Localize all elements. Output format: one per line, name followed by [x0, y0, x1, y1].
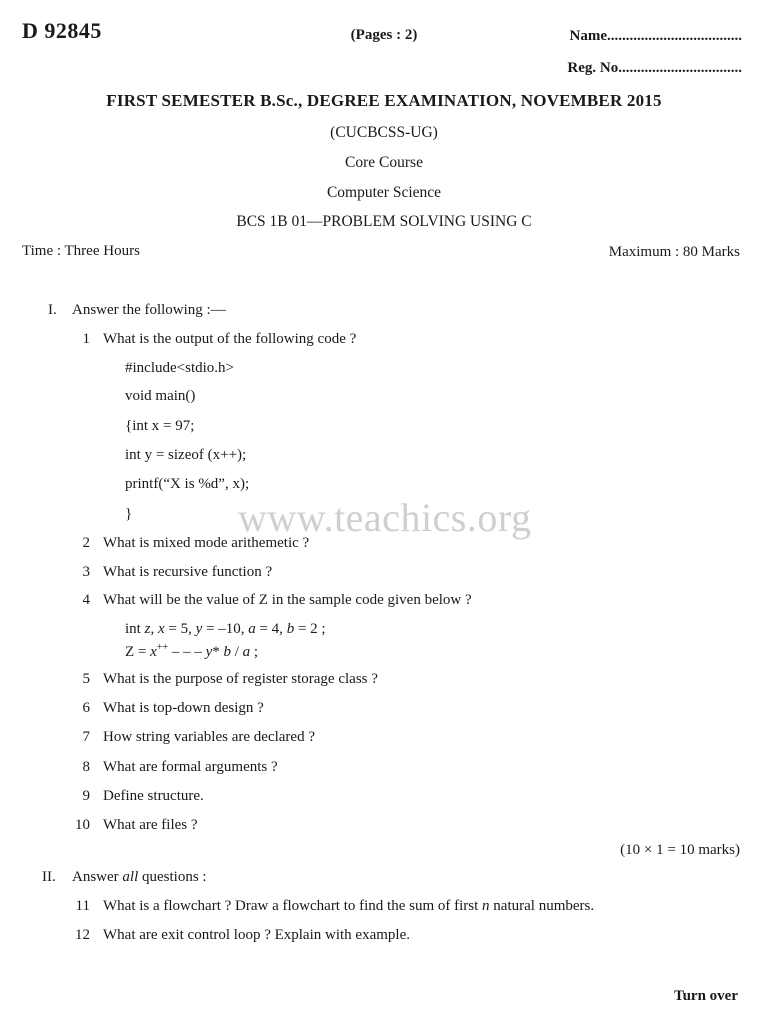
question-7-text: How string variables are declared ?: [103, 729, 315, 745]
maximum-marks: Maximum : 80 Marks: [608, 244, 740, 260]
page-count: (Pages : 2): [350, 27, 418, 43]
code-line: {int x = 97;: [125, 418, 195, 434]
turn-over-label: Turn over: [673, 988, 738, 1004]
section-2-number: II.: [42, 869, 56, 885]
paper-title: BCS 1B 01—PROBLEM SOLVING USING C: [236, 213, 532, 230]
question-11-text: What is a flowchart ? Draw a flowchart to find the sum of first n natural numbers.: [103, 898, 595, 914]
question-4-text: What will be the value of Z in the sample code given below ?: [103, 592, 472, 608]
question-5-text: What is the purpose of register storage class ?: [103, 671, 378, 687]
question-number: 4: [82, 592, 90, 608]
section-1-instruction: Answer the following :—: [72, 302, 226, 318]
code-line: }: [125, 506, 133, 522]
time-allowed: Time : Three Hours: [22, 243, 140, 259]
section-2-instruction: Answer all questions :: [72, 869, 207, 885]
question-number: 12: [75, 927, 90, 943]
question-number: 8: [82, 759, 90, 775]
question-2-text: What is mixed mode arithemetic ?: [103, 535, 310, 551]
code-line: printf(“X is %d”, x);: [125, 476, 250, 492]
question-number: 1: [82, 331, 90, 347]
question-6-text: What is top-down design ?: [103, 700, 264, 716]
code-line: void main(): [125, 388, 196, 404]
name-field-label: Name....................................: [569, 28, 742, 44]
question-number: 7: [82, 729, 90, 745]
exam-title: FIRST SEMESTER B.Sc., DEGREE EXAMINATION, NOVEMBER 2015: [106, 91, 662, 110]
question-number: 9: [82, 788, 90, 804]
code-line: int y = sizeof (x++);: [125, 447, 247, 463]
question-9-text: Define structure.: [103, 788, 204, 804]
question-1-text: What is the output of the following code ?: [103, 331, 357, 347]
watermark: www.teachics.org: [238, 495, 532, 540]
question-number: 3: [82, 564, 90, 580]
question-number: 2: [82, 535, 90, 551]
q4-code-line-1: int z, x = 5, y = –10, a = 4, b = 2 ;: [125, 621, 326, 637]
question-number: 6: [82, 700, 90, 716]
question-number: 10: [75, 817, 90, 833]
question-8-text: What are formal arguments ?: [103, 759, 278, 775]
section-1-marks: (10 × 1 = 10 marks): [620, 842, 740, 858]
question-3-text: What is recursive function ?: [103, 564, 273, 580]
question-number: 5: [82, 671, 90, 687]
q4-code-line-2: Z = x++ – – – y* b / a ;: [125, 642, 259, 660]
question-number: 11: [75, 898, 90, 914]
question-12-text: What are exit control loop ? Explain with example.: [103, 927, 410, 943]
section-1-number: I.: [48, 302, 57, 318]
subject-label: Computer Science: [326, 184, 442, 201]
scheme-label: (CUCBCSS-UG): [330, 124, 438, 141]
question-10-text: What are files ?: [103, 817, 198, 833]
reg-no-field-label: Reg. No.................................: [567, 60, 742, 76]
paper-code: D 92845: [22, 18, 102, 43]
code-line: #include<stdio.h>: [125, 360, 234, 376]
course-label: Core Course: [345, 154, 423, 171]
